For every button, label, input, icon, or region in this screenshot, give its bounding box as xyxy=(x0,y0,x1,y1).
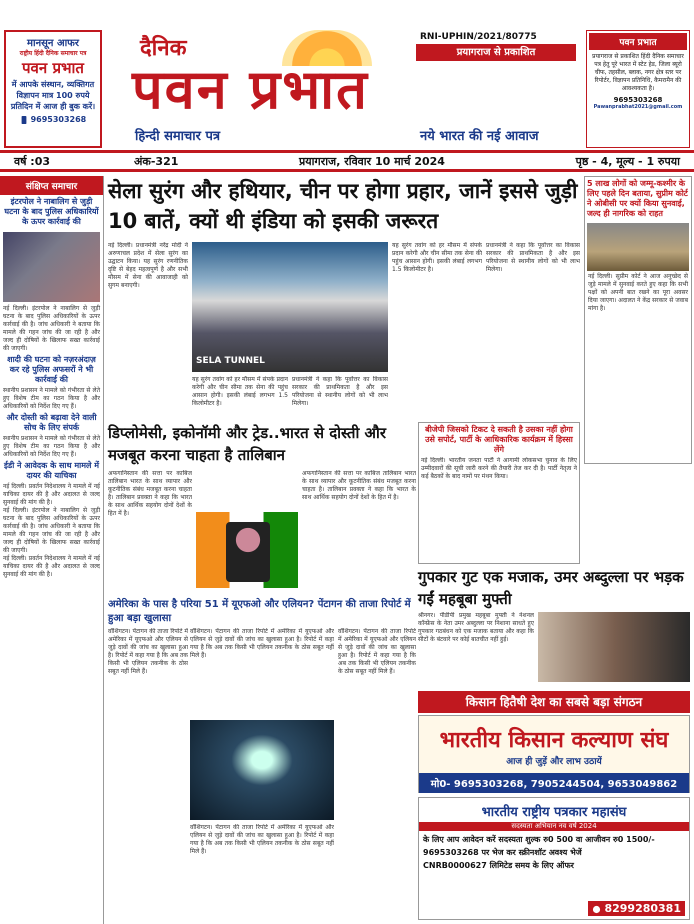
kisan-ad-mobile: मो0- 9695303268, 7905244504, 9653049862 xyxy=(419,773,689,793)
us-text-col-3: वॉशिंगटन। पेंटागन की ताजा रिपोर्ट में अमेरिका में यूएफओ और एलियन से जुड़े दावों की जांच का खुलासा हुआ है। रिपोर्ट में कहा गया है कि अब तक किसी भी एलियन तकनीक के ठोस सबूत नहीं मिले हैं। xyxy=(190,824,334,855)
us-text-col-2: वॉशिंगटन। पेंटागन की ताजा रिपोर्ट में अमेरिका में यूएफओ और एलियन से जुड़े दावों की जांच का खुलासा हुआ है। रिपोर्ट में कहा गया है कि अब तक किसी भी एलियन तकनीक के ठोस सबूत नहीं मिले हैं। xyxy=(190,628,334,659)
lead-headline: सेला सुरंग और हथियार, चीन पर होगा प्रहार, जानें इससे जुड़ी 10 बातें, क्यों थी इंडिया को इसकी जरूरत xyxy=(108,179,578,233)
right-ad-body: प्रयागराज से प्रकाशित हिंदी दैनिक समाचार पत्र हेतु पूरे भारत में स्टेट हेड, जिला ब्यूरो चीफ, तहसील, ब्लाक, नगर क्षेत्र स्तर पर रिपोर्टर, विज्ञापन प्रतिनिधि, कैमरामैन की आवश्यकता है। xyxy=(592,53,684,92)
sc-news-box xyxy=(584,176,692,464)
phone-icon xyxy=(20,116,28,124)
brief-headline: और दोस्ती को बढ़ावा देने वाली सोच के लिए संपर्क xyxy=(6,413,97,432)
issue-date: प्रयागराज, रविवार 10 मार्च 2024 xyxy=(299,154,445,168)
press-advertisement xyxy=(418,797,690,920)
brief-text: नई दिल्ली। प्रवर्तन निदेशालय ने मामले में नई याचिका दायर की है और अदालत से जल्द सुनवाई की मांग की है। xyxy=(3,555,100,578)
press-ad-line: CNRB0000627 लिमिटेड समय के लिए ऑफर xyxy=(423,861,574,870)
brief-text: नई दिल्ली। इंटरपोल ने नाबालिग से जुड़ी घटना के बाद पुलिस अधिकारियों के ऊपर कार्रवाई की है। जांच अधिकारी ने बताया कि मामले की गहन जांच की जा रही है और जल्द ही दोषियों के खिलाफ सख्त कार्रवाई की जाएगी। xyxy=(3,507,100,554)
ad-offer-phone-number: 9695303268 xyxy=(30,115,87,124)
sc-news-headline: 5 लाख लोगों को जम्मू-कश्मीर के लिए पहले दिन बताया, सुप्रीम कोर्ट ने ओबीसी पर क्यों किया सुनवाई, जल्द ही नागरिक को राहत xyxy=(587,179,688,218)
ad-offer-title: मानसून आफर xyxy=(27,38,79,49)
bjp-text: नई दिल्ली। भारतीय जनता पार्टी ने आगामी लोकसभा चुनाव के लिए उम्मीदवारों की सूची जारी करने की तैयारी तेज कर दी है। पार्टी नेतृत्व ने कई बैठकों के बाद नामों पर मंथन किया। xyxy=(421,457,577,480)
kisan-ad-header: किसान हितैषी देश का सबसे बड़ा संगठन xyxy=(418,691,690,713)
ad-offer-body: में आपके संस्थान, व्यक्तिगत विज्ञापन मात्र 100 रुपये प्रतिदिन में आज ही बुक करें। xyxy=(10,80,96,111)
press-ad-phone-number: 8299280381 xyxy=(604,902,681,915)
lead-text-col-3: प्रधानमंत्री ने कहा कि पूर्वोत्तर का विकास सरकार की प्राथमिकता है और इस परियोजना से स्थानीय लोगों को भी लाभ मिलेगा। xyxy=(292,376,388,407)
brief-headline: ईडी ने आवेदक के साथ मामले में दायर की याचिका xyxy=(3,461,100,480)
brief-headline: शादी की घटना को नज़रअंदाज़ कर रहे पुलिस अफसरों ने भी कार्रवाई की xyxy=(7,355,96,384)
press-ad-line: 9695303268 पर भेज कर स्क्रीनशॉट अवश्य भेजें xyxy=(423,848,582,857)
right-advertisement xyxy=(586,30,690,148)
masthead-tagline: नये भारत की नई आवाज xyxy=(420,129,539,144)
brief-news-column xyxy=(0,176,104,924)
lead-text-col-4: यह सुरंग तवांग को हर मौसम में संपर्क प्रदान करेगी और चीन सीमा तक सेना की पहुंच आसान होगी। इसकी लंबाई लगभग 1.5 किलोमीटर है। xyxy=(392,242,482,273)
masthead-dainik: दैनिक xyxy=(140,36,187,61)
lead-photo-caption: SELA TUNNEL xyxy=(196,356,265,366)
issue-year: वर्ष :03 xyxy=(14,154,51,168)
us-text-col-1: वॉशिंगटन। पेंटागन की ताजा रिपोर्ट में अमेरिका में यूएफओ और एलियन से जुड़े दावों की जांच का खुलासा हुआ है। रिपोर्ट में कहा गया है कि अब तक किसी भी एलियन तकनीक के ठोस सबूत नहीं मिले हैं। xyxy=(108,628,188,675)
gupkar-text: श्रीनगर। पीडीपी प्रमुख महबूबा मुफ्ती ने नेशनल कॉन्फ्रेंस के नेता उमर अब्दुल्ला पर निशाना साधते हुए गुपकार गठबंधन को एक मजाक बताया और कहा कि सीटों के बंटवारे पर कोई बातचीत नहीं हुई। xyxy=(418,612,534,643)
masthead-title: पवन प्रभात xyxy=(132,57,369,121)
ad-offer-phone xyxy=(9,115,97,124)
brief-text: नई दिल्ली। प्रवर्तन निदेशालय ने मामले में नई याचिका दायर की है और अदालत से जल्द सुनवाई की मांग की है। xyxy=(3,483,100,506)
kisan-ad-title: भारतीय किसान कल्याण संघ xyxy=(439,728,669,753)
ufo-photo xyxy=(190,720,334,820)
press-ad-phone xyxy=(588,901,685,916)
taliban-headline: डिप्लोमेसी, इकोनॉमी और ट्रेड..भारत से दोस्ती और मजबूत करना चाहता है तालिबान xyxy=(108,424,387,464)
press-ad-sub: सदस्यता अभियान नव वर्ष 2024 xyxy=(419,822,689,831)
lead-photo xyxy=(192,242,388,372)
issue-info-bar xyxy=(0,150,694,172)
page-price: पृष्ठ - 4, मूल्य - 1 रुपया xyxy=(575,154,680,168)
left-advertisement xyxy=(4,30,102,148)
brief-news-image xyxy=(3,232,100,302)
publication-city: प्रयागराज से प्रकाशित xyxy=(416,44,576,61)
mehbooba-photo xyxy=(538,612,690,682)
press-ad-title: भारतीय राष्ट्रीय पत्रकार महासंघ xyxy=(481,805,627,820)
taliban-text-col-1: अफगानिस्तान की सत्ता पर काबिज तालिबान भारत के साथ व्यापार और कूटनीतिक संबंध मजबूत करना चाहता है। तालिबान प्रवक्ता ने कहा कि भारत के साथ आर्थिक सहयोग दोनों देशों के हित में है। xyxy=(108,470,192,517)
ad-offer-sub: राष्ट्रीय हिंदी दैनिक समाचार पत्र xyxy=(19,50,87,57)
right-ad-phone: 9695303268 xyxy=(613,96,663,104)
kisan-ad-sub: आज ही जुड़ें और लाभ उठायें xyxy=(506,757,602,767)
press-ad-line: के लिए आप आवेदन करें सदस्यता शुल्क रु0 500 वा आजीवन रु0 1500/- xyxy=(423,835,655,844)
taliban-text-col-2: अफगानिस्तान की सत्ता पर काबिज तालिबान भारत के साथ व्यापार और कूटनीतिक संबंध मजबूत करना चाहता है। तालिबान प्रवक्ता ने कहा कि भारत के साथ आर्थिक सहयोग दोनों देशों के हित में है। xyxy=(302,470,416,501)
right-ad-email: Pawanprabhat2021@gmail.com xyxy=(593,104,683,110)
gupkar-headline: गुपकार गुट एक मजाक, उमर अब्दुल्ला पर भड़क गईं महबूबा मुफ्ती xyxy=(418,568,684,608)
us-ufo-headline: अमेरिका के पास है परिया 51 में यूएफओ और एलियन? पेंटागन की ताजा रिपोर्ट में हुआ बड़ा खुलासा xyxy=(108,599,411,624)
lead-text-col-5: प्रधानमंत्री ने कहा कि पूर्वोत्तर का विकास सरकार की प्राथमिकता है और इस परियोजना से स्थानीय लोगों को भी लाभ मिलेगा। xyxy=(486,242,580,273)
bjp-headline: बीजेपी जिसको टिकट दे सकती है उसका नहीं होगा उसे सपोर्ट, पार्टी के आधिकारिक कार्यक्रम में हिस्सा लेंगे xyxy=(425,425,573,454)
kisan-advertisement xyxy=(418,715,690,793)
phone-icon xyxy=(592,905,601,914)
brief-text: स्थानीय प्रशासन ने मामले को गंभीरता से लेते हुए विशेष टीम का गठन किया है और अधिकारियों को निर्देश दिए गए हैं। xyxy=(3,387,100,410)
lead-text-col-1: नई दिल्ली। प्रधानमंत्री नरेंद्र मोदी ने अरुणाचल प्रदेश में सेला सुरंग का उद्घाटन किया। यह सुरंग रणनीतिक दृष्टि से बेहद महत्वपूर्ण है और सभी मौसम में सेना की आवाजाही को सुगम बनाएगी। xyxy=(108,242,188,289)
us-text-col-4: वॉशिंगटन। पेंटागन की ताजा रिपोर्ट में अमेरिका में यूएफओ और एलियन से जुड़े दावों की जांच का खुलासा हुआ है। रिपोर्ट में कहा गया है कि अब तक किसी भी एलियन तकनीक के ठोस सबूत नहीं मिले हैं। xyxy=(338,628,416,675)
brief-text: नई दिल्ली। इंटरपोल ने नाबालिग से जुड़ी घटना के बाद पुलिस अधिकारियों के ऊपर कार्रवाई की है। जांच अधिकारी ने बताया कि मामले की गहन जांच की जा रही है और जल्द ही दोषियों के खिलाफ सख्त कार्रवाई की जाएगी। xyxy=(3,305,100,352)
lead-text-col-2: यह सुरंग तवांग को हर मौसम में संपर्क प्रदान करेगी और चीन सीमा तक सेना की पहुंच आसान होगी। इसकी लंबाई लगभग 1.5 किलोमीटर है। xyxy=(192,376,288,407)
bjp-news-box xyxy=(418,422,580,564)
brief-headline: इंटरपोल ने नाबालिग से जुड़ी घटना के बाद पुलिस अधिकारियों के ऊपर कार्रवाई की xyxy=(4,197,99,226)
masthead-subtitle: हिन्दी समाचार पत्र xyxy=(135,129,221,144)
brief-text: स्थानीय प्रशासन ने मामले को गंभीरता से लेते हुए विशेष टीम का गठन किया है और अधिकारियों को निर्देश दिए गए हैं। xyxy=(3,435,100,458)
sc-news-text: नई दिल्ली। सुप्रीम कोर्ट ने आज अनुच्छेद से जुड़े मामले में सुनवाई करते हुए कहा कि सभी पक्षों को अपनी बात रखने का पूरा अवसर दिया जाएगा। अदालत ने केंद्र सरकार से जवाब मांगा है। xyxy=(588,273,688,312)
ad-offer-paper: पवन प्रभात xyxy=(22,59,84,77)
right-ad-title: पवन प्रभात xyxy=(589,33,687,50)
rni-number: RNI-UPHIN/2021/80775 xyxy=(420,32,537,42)
brief-news-header: संक्षिप्त समाचार xyxy=(0,176,103,195)
supreme-court-image xyxy=(587,223,689,271)
taliban-person-photo xyxy=(226,522,270,582)
issue-number: अंक-321 xyxy=(134,154,179,168)
